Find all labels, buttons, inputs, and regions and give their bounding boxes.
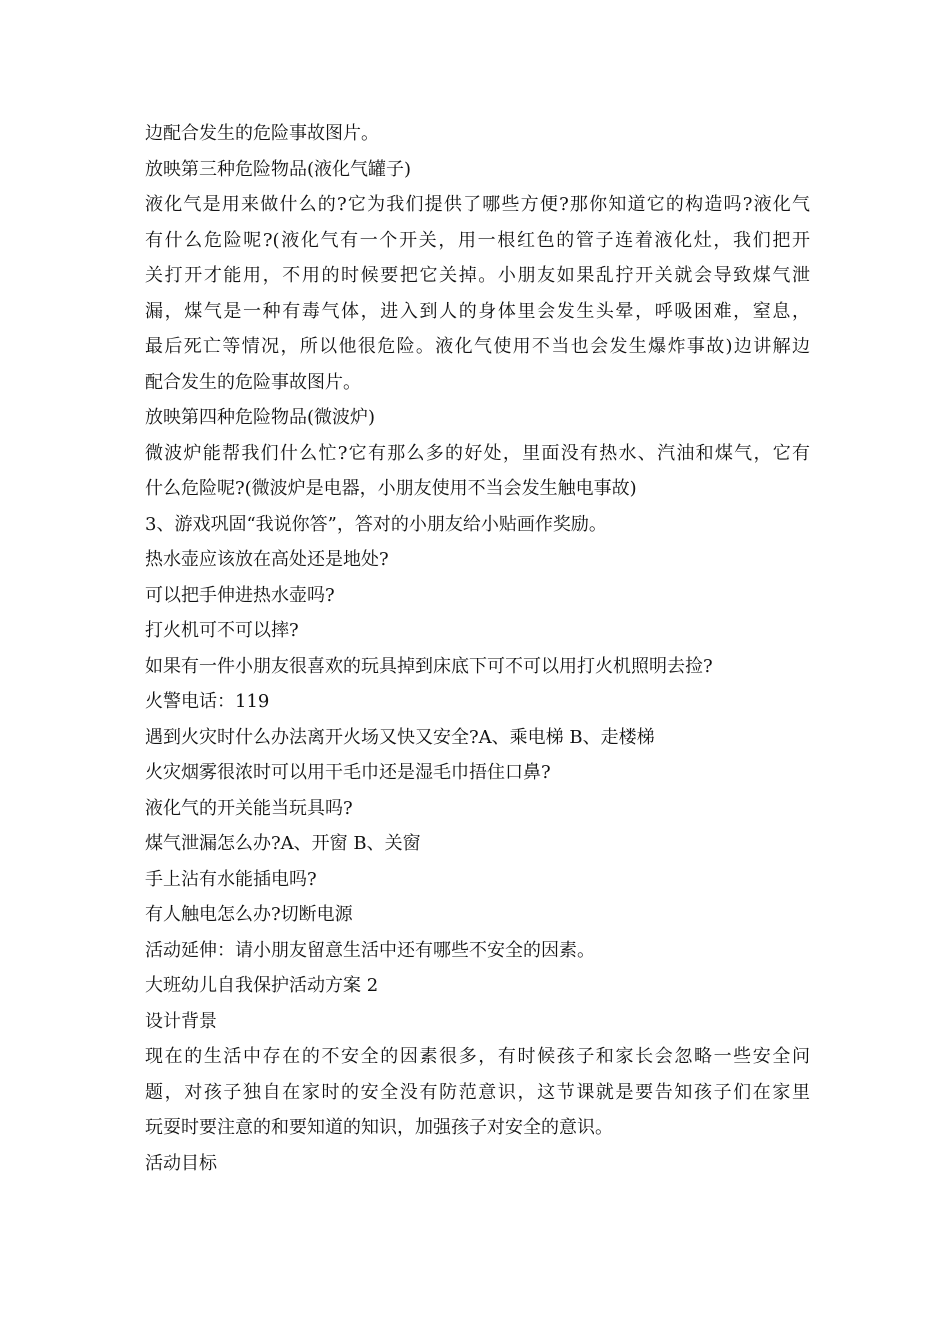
document-body <box>145 116 810 1181</box>
section-heading-design-background: 设计背景 <box>145 1010 217 1032</box>
paragraph-line: 漏，煤气是一种有毒气体，进入到人的身体里会发生头晕，呼吸困难，窒息， <box>145 300 810 322</box>
text-line: 边配合发生的危险事故图片。 <box>145 123 379 144</box>
quiz-question: 可以把手伸进热水壶吗? <box>145 584 335 606</box>
quiz-question: 热水壶应该放在高处还是地处? <box>145 549 389 570</box>
paragraph-line: 最后死亡等情况，所以他很危险。液化气使用不当也会发生爆炸事故)边讲解边 <box>145 336 810 357</box>
game-instruction: 3、游戏巩固“我说你答”，答对的小朋友给小贴画作奖励。 <box>145 513 607 535</box>
fire-hotline: 火警电话：119 <box>145 691 270 712</box>
paragraph-line: 配合发生的危险事故图片。 <box>145 371 361 393</box>
paragraph-lpg-explanation <box>145 187 810 400</box>
quiz-question: 手上沾有水能插电吗? <box>145 868 317 890</box>
activity-extension: 活动延伸：请小朋友留意生活中还有哪些不安全的因素。 <box>145 939 595 961</box>
quiz-question: 液化气的开关能当玩具吗? <box>145 797 353 819</box>
paragraph-line: 玩耍时要注意的和要知道的知识，加强孩子对安全的意识。 <box>145 1117 613 1138</box>
paragraph-microwave-explanation <box>145 436 810 507</box>
paragraph-line: 题，对孩子独自在家时的安全没有防范意识，这节课就是要告知孩子们在家里 <box>145 1081 810 1103</box>
paragraph-line: 有什么危险呢?(液化气有一个开关，用一根红色的管子连着液化灶，我们把开 <box>145 229 810 251</box>
section-heading-activity-goals: 活动目标 <box>145 1152 217 1174</box>
paragraph-line: 什么危险呢?(微波炉是电器，小朋友使用不当会发生触电事故) <box>145 478 637 499</box>
paragraph-line: 现在的生活中存在的不安全的因素很多，有时候孩子和家长会忽略一些安全问 <box>145 1046 810 1067</box>
paragraph-line: 微波炉能帮我们什么忙?它有那么多的好处，里面没有热水、汽油和煤气，它有 <box>145 442 810 464</box>
paragraph-line: 液化气是用来做什么的?它为我们提供了哪些方便?那你知道它的构造吗?液化气 <box>145 194 810 215</box>
quiz-question: 火灾烟雾很浓时可以用干毛巾还是湿毛巾捂住口鼻? <box>145 762 551 783</box>
paragraph-design-background <box>145 1039 810 1146</box>
quiz-question: 如果有一件小朋友很喜欢的玩具掉到床底下可不可以用打火机照明去捡? <box>145 655 713 677</box>
quiz-question: 有人触电怎么办?切断电源 <box>145 904 353 925</box>
paragraph-line: 关打开才能用，不用的时候要把它关掉。小朋友如果乱拧开关就会导致煤气泄 <box>145 265 810 286</box>
quiz-question: 遇到火灾时什么办法离开火场又快又安全?A、乘电梯 B、走楼梯 <box>145 726 655 748</box>
quiz-question: 打火机可不可以摔? <box>145 620 299 641</box>
plan-title: 大班幼儿自我保护活动方案 2 <box>145 975 379 996</box>
section-heading-third-item: 放映第三种危险物品(液化气罐子) <box>145 158 412 180</box>
section-heading-fourth-item: 放映第四种危险物品(微波炉) <box>145 407 376 428</box>
quiz-question: 煤气泄漏怎么办?A、开窗 B、关窗 <box>145 833 421 854</box>
